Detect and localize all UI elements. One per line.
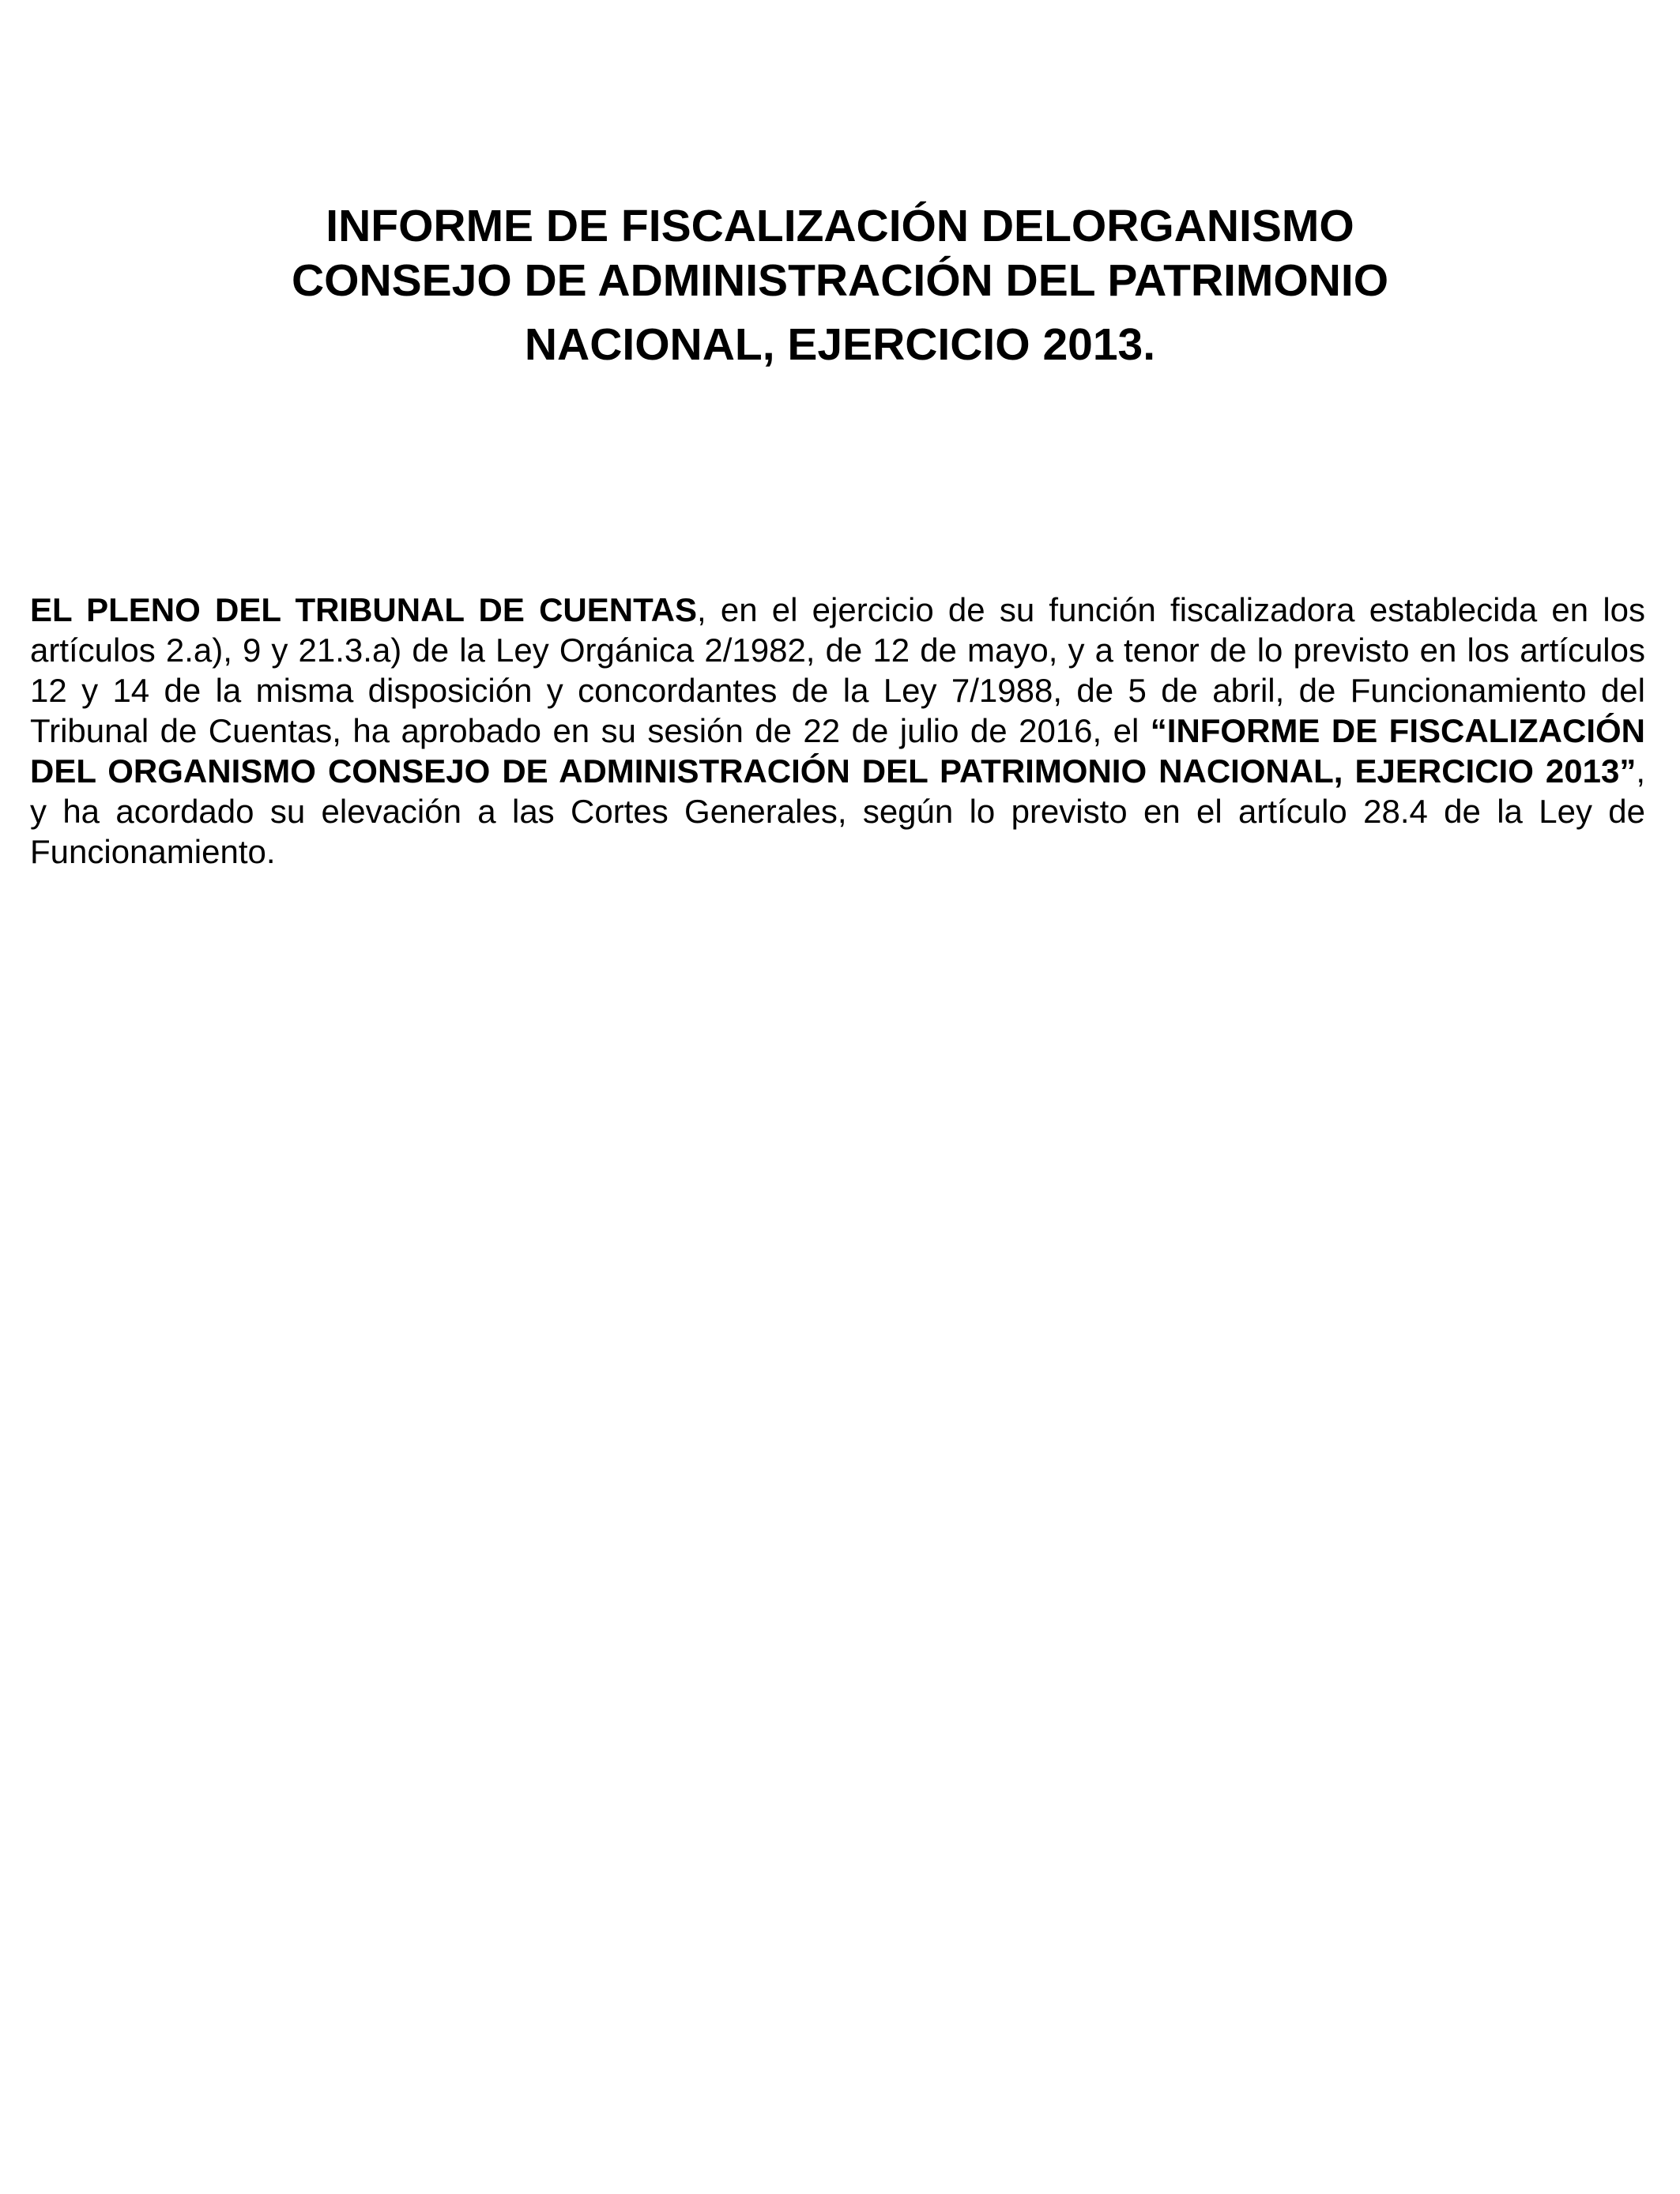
- resolution-paragraph: [30, 590, 1645, 872]
- title-line-1: INFORME DE FISCALIZACIÓN DELORGANISMO: [326, 201, 1354, 251]
- report-title-quote: “INFORME DE FISCALIZACIÓN DEL ORGANISMO CONSEJO DE ADMINISTRACIÓN DEL PATRIMONIO NACIONAL, EJERCICIO 2013”: [30, 712, 1645, 790]
- plenary-name: EL PLENO DEL TRIBUNAL DE CUENTAS: [30, 591, 697, 628]
- title-line-3: NACIONAL, EJERCICIO 2013.: [524, 319, 1156, 370]
- paragraph-text-1: , en el ejercicio de su función fiscalizadora establecida en los artículos 2.a), 9 y 21.3.a) de la Ley Orgánica 2/1982, de 12 de mayo, y a tenor de lo previsto en los artículos 12 y 14 de la misma disposición y concordantes de la Ley 7/1988, de 5 de abril, de Funcionamiento del Tribunal de Cuentas, ha aprobado en su sesión de 22 de julio de 2016, el: [30, 591, 1646, 749]
- document-title: [0, 201, 1680, 370]
- title-line-2: CONSEJO DE ADMINISTRACIÓN DEL PATRIMONIO: [291, 255, 1389, 306]
- paragraph-text-2: , y ha acordado su elevación a las Cortes Generales, según lo previsto en el artículo 28.4 de la Ley de Funcionamiento.: [30, 752, 1645, 870]
